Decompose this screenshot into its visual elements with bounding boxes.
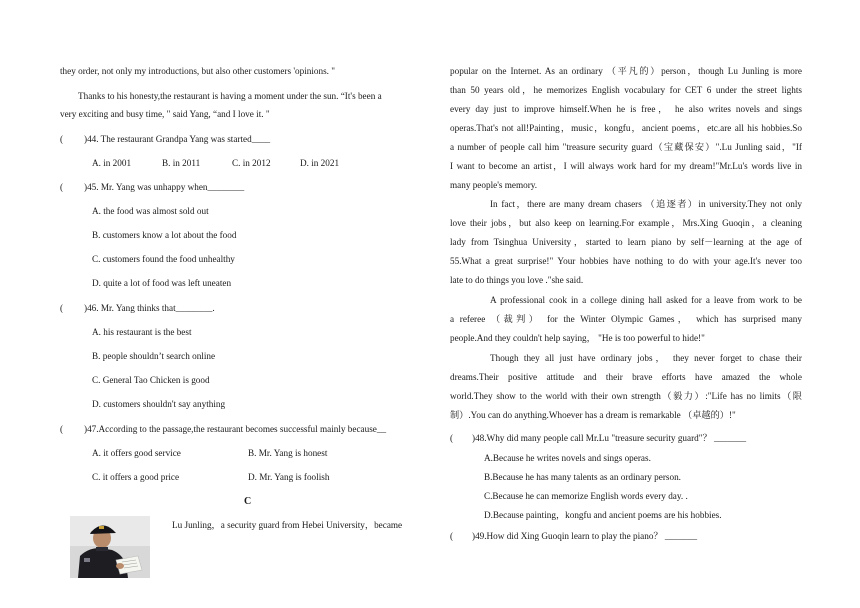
- answer-bracket-open: (: [450, 433, 454, 443]
- passage-line: a referee （裁判） for the Winter Olympic Games， which has surprised many: [450, 314, 802, 324]
- passage-line: many people's memory.: [450, 180, 538, 190]
- option-a: A.Because he writes novels and sings operas.: [484, 453, 651, 463]
- question-text: 44. The restaurant Grandpa Yang was started____: [87, 134, 271, 144]
- answer-bracket-close: ): [84, 424, 88, 434]
- passage-line: dreams.Their positive attitude and their brave efforts have amazed the whole: [450, 372, 802, 382]
- passage-line: 制）.You can do anything.Whoever has a dream is remarkable （卓越的）!": [450, 410, 736, 420]
- answer-bracket-close: ): [472, 531, 476, 541]
- question-text: 49.How did Xing Guoqin learn to play the piano？ _______: [475, 531, 698, 541]
- passage-line: 55.What a great surprise!" Your hobbies have nothing to do with your age.It's never too: [450, 256, 802, 266]
- passage-line: every day just to improve himself.When he is free， he also writes novels and sings: [450, 104, 802, 114]
- question-47: [60, 423, 425, 435]
- paragraph-continuation: they order, not only my introductions, but also other customers 'opinions. ": [60, 66, 336, 76]
- answer-bracket-open: (: [60, 134, 64, 144]
- right-column: [450, 0, 802, 608]
- paragraph-thanks-line2: very exciting and busy time, " said Yang, “and I love it. ": [60, 109, 270, 119]
- question-44: [60, 133, 425, 145]
- answer-bracket-close: ): [84, 182, 88, 192]
- passage-line: love their jobs，but also keep on learning.For example，Mrs.Xing Guoqin，a cleaning: [450, 218, 802, 228]
- option-c: C. it offers a good price: [92, 472, 180, 482]
- question-45: [60, 181, 425, 193]
- answer-bracket-close: ): [84, 303, 88, 313]
- option-d: D.Because painting，kongfu and ancient poems are his hobbies.: [484, 510, 722, 520]
- answer-bracket-open: (: [450, 531, 454, 541]
- option-a: A. in 2001: [92, 158, 132, 168]
- passage-line: a number of people call him "treasure security guard（宝藏保安）".Lu Junling said，"If: [450, 142, 802, 152]
- question-46: [60, 302, 425, 314]
- option-a: A. his restaurant is the best: [92, 327, 192, 337]
- option-c: C. customers found the food unhealthy: [92, 254, 235, 264]
- question-text: 45. Mr. Yang was unhappy when________: [87, 182, 245, 192]
- question-49: [450, 530, 802, 542]
- passage-line: Though they all just have ordinary jobs， they never forget to chase their: [490, 353, 802, 363]
- option-d: D. Mr. Yang is foolish: [248, 472, 330, 482]
- answer-bracket-close: ): [472, 433, 476, 443]
- passage-line: people.And they couldn't help saying， "He is too powerful to hide!": [450, 333, 705, 343]
- security-guard-photo: [70, 516, 150, 578]
- passage-line: In fact，there are many dream chasers （追逐者）in university.They not only: [490, 199, 802, 209]
- option-d: D. quite a lot of food was left uneaten: [92, 278, 232, 288]
- question-text: 48.Why did many people call Mr.Lu "treasure security guard"？ _______: [475, 433, 747, 443]
- option-b: B. people shouldn’t search online: [92, 351, 216, 361]
- question-text: 46. Mr. Yang thinks that________.: [87, 303, 215, 313]
- option-a: A. it offers good service: [92, 448, 181, 458]
- answer-bracket-close: ): [84, 134, 88, 144]
- passage-line: I want to become an artist，I will always work hard for my dream!"Mr.Lu's words live in: [450, 161, 802, 171]
- option-d: D. in 2021: [300, 158, 340, 168]
- paragraph-thanks-line1: Thanks to his honesty,the restaurant is having a moment under the sun. “It's been a: [78, 91, 382, 101]
- option-b: B. in 2011: [162, 158, 201, 168]
- section-heading-c: C: [244, 496, 252, 507]
- passage-line: A professional cook in a college dining hall asked for a leave from work to be: [490, 295, 802, 305]
- question-48: [450, 432, 802, 444]
- option-a: A. the food was almost sold out: [92, 206, 209, 216]
- passage-line: popular on the Internet. As an ordinary （平凡的）person，though Lu Junling is more: [450, 66, 802, 76]
- option-d: D. customers shouldn't say anything: [92, 399, 226, 409]
- answer-bracket-open: (: [60, 303, 64, 313]
- section-c-intro: Lu Junling，a security guard from Hebei University，became: [172, 520, 403, 530]
- option-b: B. customers know a lot about the food: [92, 230, 237, 240]
- option-c: C. General Tao Chicken is good: [92, 375, 210, 385]
- answer-bracket-open: (: [60, 182, 64, 192]
- option-b: B. Mr. Yang is honest: [248, 448, 328, 458]
- passage-line: operas.That's not all!Painting，music，kongfu，ancient poems，etc.are all his hobbies.So: [450, 123, 802, 133]
- passage-line: world.They show to the world with their own strength（毅力）:"Life has no limits（限: [450, 391, 802, 401]
- option-c: C. in 2012: [232, 158, 271, 168]
- option-b: B.Because he has many talents as an ordinary person.: [484, 472, 681, 482]
- passage-line: lady from Tsinghua University，started to learn piano by self－learning at the age of: [450, 237, 802, 247]
- passage-line: late to do things you love ."she said.: [450, 275, 584, 285]
- answer-bracket-open: (: [60, 424, 64, 434]
- photo-illustration: [70, 516, 150, 578]
- option-c: C.Because he can memorize English words every day. .: [484, 491, 688, 501]
- question-text: 47.According to the passage,the restaurant becomes successful mainly because__: [87, 424, 387, 434]
- passage-line: than 50 years old，he memorizes English vocabulary for CET 6 under the street lights: [450, 85, 802, 95]
